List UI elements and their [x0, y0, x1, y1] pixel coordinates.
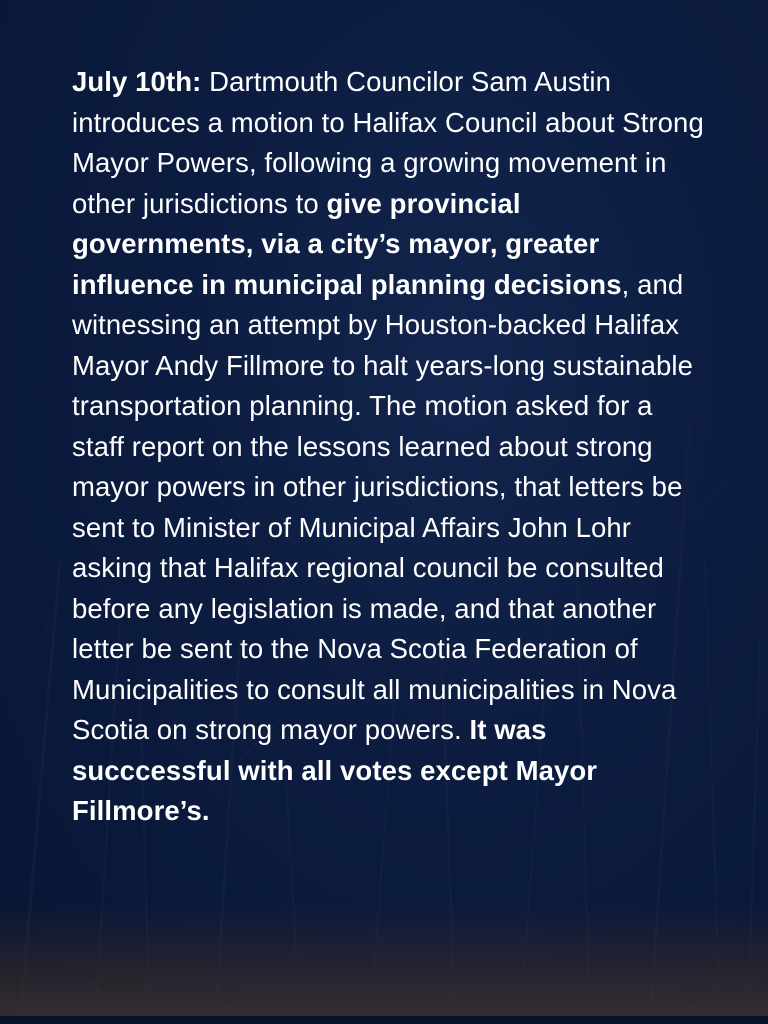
- post-text-block: [72, 62, 704, 832]
- bottom-bar: [0, 1016, 768, 1024]
- date-label: July 10th:: [72, 66, 202, 97]
- bold-highlight-2: It was succcessful with all votes except Mayor Fillmore’s.: [72, 714, 598, 826]
- ground-shading: [0, 904, 768, 1024]
- paragraph-text-1: Dartmouth Councilor Sam Austin introduces a motion to Halifax Council about Strong Mayor Powers, following a growing movement in other jurisdictions to: [72, 66, 704, 219]
- paragraph-text-2: , and witnessing an attempt by Houston-backed Halifax Mayor Andy Fillmore to halt years-long sustainable transportation planning. The motion asked for a staff report on the lessons learned about strong mayor powers in other jurisdictions, that letters be sent to Minister of Municipal Affairs John Lohr asking that Halifax regional council be consulted before any legislation is made, and that another letter be sent to the Nova Scotia Federation of Municipalities to consult all municipalities in Nova Scotia on strong mayor powers.: [72, 268, 693, 745]
- bold-highlight-1: give provincial governments, via a city’s mayor, greater influence in municipal planning decisions: [72, 187, 622, 300]
